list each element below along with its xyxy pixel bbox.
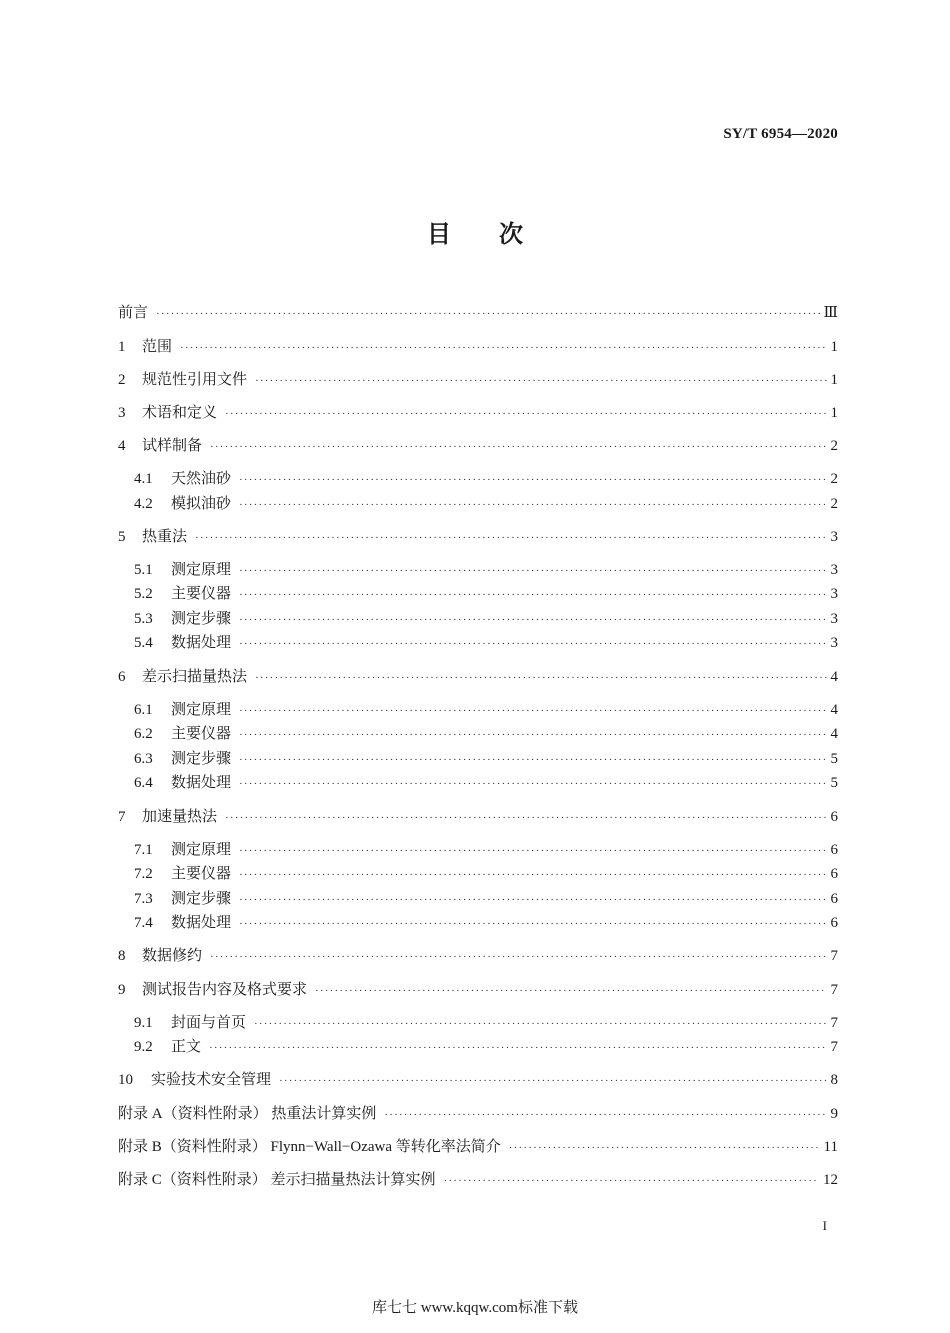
toc-entry-number: 6.3 bbox=[134, 751, 153, 767]
toc-entry-label: 封面与首页 bbox=[171, 1015, 247, 1031]
toc-entry-6-3[interactable] bbox=[134, 748, 838, 770]
toc-entry-label: 附录 C（资料性附录） 差示扫描量热法计算实例 bbox=[118, 1172, 436, 1188]
toc-entry-10[interactable] bbox=[118, 1069, 838, 1091]
toc-entry-page: 8 bbox=[830, 1072, 838, 1088]
toc-entry-7-4[interactable] bbox=[134, 912, 838, 934]
toc-entry-number: 6 bbox=[118, 669, 126, 685]
toc-entry-label: 主要仪器 bbox=[171, 586, 232, 602]
toc-entry-number: 7 bbox=[118, 809, 126, 825]
toc-entry-label: 加速量热法 bbox=[142, 809, 218, 825]
toc-leader-dots bbox=[225, 403, 826, 425]
toc-entry-number: 7.2 bbox=[134, 866, 153, 882]
toc-entry-number: 10 bbox=[118, 1072, 133, 1088]
toc-entry-5-3[interactable] bbox=[134, 608, 838, 630]
toc-entry-label: 术语和定义 bbox=[142, 405, 218, 421]
toc-entry-page: 4 bbox=[830, 669, 838, 685]
toc-leader-dots bbox=[444, 1170, 819, 1192]
toc-entry-label: 数据修约 bbox=[142, 948, 203, 964]
page-number: I bbox=[822, 1218, 827, 1233]
toc-entry-label: 测定原理 bbox=[171, 842, 232, 858]
toc-leader-dots bbox=[255, 370, 826, 392]
toc-entry-page: 6 bbox=[830, 915, 838, 931]
toc-entry-number: 8 bbox=[118, 948, 126, 964]
toc-entry-page: 9 bbox=[830, 1106, 838, 1122]
toc-leader-dots bbox=[509, 1137, 820, 1159]
toc-entry-9-2[interactable] bbox=[134, 1036, 838, 1058]
toc-entry-label: 正文 bbox=[171, 1039, 202, 1055]
toc-entry-page: 5 bbox=[830, 775, 838, 791]
toc-entry-number: 4.1 bbox=[134, 471, 153, 487]
toc-entry-9-1[interactable] bbox=[134, 1012, 838, 1034]
toc-entry-7[interactable] bbox=[118, 806, 838, 828]
toc-entry-label: 主要仪器 bbox=[171, 726, 232, 742]
toc-entry-page: 2 bbox=[830, 438, 838, 454]
toc-entry-label: 天然油砂 bbox=[171, 471, 232, 487]
toc-entry-label: 测定原理 bbox=[171, 702, 232, 718]
toc-entry-label: 测试报告内容及格式要求 bbox=[142, 982, 308, 998]
toc-entry-number: 6.2 bbox=[134, 726, 153, 742]
toc-entry-7-1[interactable] bbox=[134, 839, 838, 861]
toc-title bbox=[0, 214, 950, 249]
toc-leader-dots bbox=[156, 303, 820, 325]
toc-entry-2[interactable] bbox=[118, 369, 838, 391]
toc-entry-4-2[interactable] bbox=[134, 493, 838, 515]
toc-entry-page: 6 bbox=[830, 866, 838, 882]
toc-leader-dots bbox=[239, 609, 826, 631]
toc-entry-label: 附录 A（资料性附录） 热重法计算实例 bbox=[118, 1106, 377, 1122]
toc-entry-foreword[interactable] bbox=[118, 302, 838, 324]
toc-entry-page: 1 bbox=[830, 405, 838, 421]
toc-entry-label: 热重法 bbox=[142, 529, 188, 545]
toc-entry-page: 4 bbox=[830, 726, 838, 742]
toc-leader-dots bbox=[239, 584, 826, 606]
toc-entry-7-2[interactable] bbox=[134, 863, 838, 885]
toc-leader-dots bbox=[209, 1037, 826, 1059]
toc-entry-page: 7 bbox=[830, 982, 838, 998]
toc-entry-label: 规范性引用文件 bbox=[142, 372, 248, 388]
toc-entry-page: 3 bbox=[830, 611, 838, 627]
toc-entry-label: 实验技术安全管理 bbox=[151, 1072, 272, 1088]
toc-entry-5-4[interactable] bbox=[134, 632, 838, 654]
toc-entry-number: 7.4 bbox=[134, 915, 153, 931]
toc-entry-page: 1 bbox=[830, 339, 838, 355]
toc-leader-dots bbox=[180, 337, 826, 359]
toc-entry-page: Ⅲ bbox=[823, 305, 838, 321]
toc-entry-label: 差示扫描量热法 bbox=[142, 669, 248, 685]
toc-entry-label: 模拟油砂 bbox=[171, 496, 232, 512]
footer-watermark: 库七七 www.kqqw.com标准下载 bbox=[372, 1300, 578, 1316]
toc-entry-number: 2 bbox=[118, 372, 126, 388]
toc-entry-6[interactable] bbox=[118, 666, 838, 688]
toc-entry-appendix-a[interactable] bbox=[118, 1103, 838, 1125]
toc-entry-page: 3 bbox=[830, 635, 838, 651]
toc-title-char-1: 目 bbox=[427, 220, 451, 248]
toc-entry-number: 5.4 bbox=[134, 635, 153, 651]
toc-entry-page: 7 bbox=[830, 1039, 838, 1055]
toc-entry-6-1[interactable] bbox=[134, 699, 838, 721]
toc-leader-dots bbox=[210, 946, 826, 968]
toc-leader-dots bbox=[239, 700, 826, 722]
toc-entry-page: 5 bbox=[830, 751, 838, 767]
toc-entry-number: 7.3 bbox=[134, 891, 153, 907]
toc-leader-dots bbox=[254, 1013, 826, 1035]
toc-leader-dots bbox=[239, 724, 826, 746]
toc-entry-page: 7 bbox=[830, 1015, 838, 1031]
toc-entry-page: 6 bbox=[830, 842, 838, 858]
toc-entry-4-1[interactable] bbox=[134, 468, 838, 490]
toc-entry-number: 6.1 bbox=[134, 702, 153, 718]
toc-entry-4[interactable] bbox=[118, 435, 838, 457]
toc-entry-label: 主要仪器 bbox=[171, 866, 232, 882]
toc-leader-dots bbox=[239, 913, 826, 935]
toc-entry-5[interactable] bbox=[118, 526, 838, 548]
toc-leader-dots bbox=[239, 633, 826, 655]
toc-entry-page: 6 bbox=[830, 891, 838, 907]
toc-entry-label: 试样制备 bbox=[142, 438, 203, 454]
toc-entry-label: 测定原理 bbox=[171, 562, 232, 578]
toc-leader-dots bbox=[225, 807, 826, 829]
toc-title-char-2: 次 bbox=[499, 220, 523, 248]
toc-entry-9[interactable] bbox=[118, 979, 838, 1001]
toc-entry-label: 前言 bbox=[118, 305, 149, 321]
toc-entry-7-3[interactable] bbox=[134, 888, 838, 910]
toc-entry-label: 测定步骤 bbox=[171, 611, 232, 627]
toc-entry-page: 11 bbox=[823, 1139, 838, 1155]
toc-entry-number: 5.3 bbox=[134, 611, 153, 627]
toc-entry-label: 数据处理 bbox=[171, 635, 232, 651]
toc-entry-number: 7.1 bbox=[134, 842, 153, 858]
toc-leader-dots bbox=[239, 749, 826, 771]
toc-entry-number: 4 bbox=[118, 438, 126, 454]
toc-entry-page: 4 bbox=[830, 702, 838, 718]
toc-entry-number: 4.2 bbox=[134, 496, 153, 512]
toc-entry-page: 3 bbox=[830, 586, 838, 602]
toc-entry-number: 9 bbox=[118, 982, 126, 998]
toc-leader-dots bbox=[239, 889, 826, 911]
toc-entry-8[interactable] bbox=[118, 945, 838, 967]
toc-entry-label: 数据处理 bbox=[171, 775, 232, 791]
toc-leader-dots bbox=[195, 527, 826, 549]
toc-leader-dots bbox=[239, 560, 826, 582]
toc-leader-dots bbox=[279, 1070, 826, 1092]
toc-leader-dots bbox=[239, 469, 826, 491]
toc-leader-dots bbox=[239, 864, 826, 886]
toc-leader-dots bbox=[315, 980, 826, 1002]
toc-entry-5-1[interactable] bbox=[134, 559, 838, 581]
toc-entry-label: 测定步骤 bbox=[171, 751, 232, 767]
toc-entry-label: 范围 bbox=[142, 339, 173, 355]
toc-leader-dots bbox=[255, 667, 826, 689]
toc-entry-number: 3 bbox=[118, 405, 126, 421]
toc-entry-5-2[interactable] bbox=[134, 583, 838, 605]
toc-leader-dots bbox=[210, 436, 826, 458]
toc-leader-dots bbox=[239, 494, 826, 516]
toc-entry-6-2[interactable] bbox=[134, 723, 838, 745]
toc-entry-page: 2 bbox=[830, 496, 838, 512]
toc-entry-page: 12 bbox=[823, 1172, 838, 1188]
toc-entry-number: 1 bbox=[118, 339, 126, 355]
toc-entry-number: 5 bbox=[118, 529, 126, 545]
toc-leader-dots bbox=[239, 773, 826, 795]
toc-entry-6-4[interactable] bbox=[134, 772, 838, 794]
toc-entry-page: 3 bbox=[830, 562, 838, 578]
toc-entry-number: 9.2 bbox=[134, 1039, 153, 1055]
toc-entry-appendix-c[interactable] bbox=[118, 1169, 838, 1191]
toc-entry-page: 3 bbox=[830, 529, 838, 545]
toc-entry-1[interactable] bbox=[118, 336, 838, 358]
toc-leader-dots bbox=[384, 1104, 826, 1126]
toc-entry-appendix-b[interactable] bbox=[118, 1136, 838, 1158]
toc-entry-3[interactable] bbox=[118, 402, 838, 424]
standard-code: SY/T 6954—2020 bbox=[723, 126, 838, 142]
toc-entry-number: 5.1 bbox=[134, 562, 153, 578]
toc-entry-label: 测定步骤 bbox=[171, 891, 232, 907]
toc-entry-page: 7 bbox=[830, 948, 838, 964]
toc-leader-dots bbox=[239, 840, 826, 862]
toc-entry-page: 1 bbox=[830, 372, 838, 388]
toc-entry-number: 6.4 bbox=[134, 775, 153, 791]
toc-entry-page: 6 bbox=[830, 809, 838, 825]
toc-entry-label: 数据处理 bbox=[171, 915, 232, 931]
toc-entry-label: 附录 B（资料性附录） Flynn−Wall−Ozawa 等转化率法简介 bbox=[118, 1139, 501, 1155]
toc-entry-number: 9.1 bbox=[134, 1015, 153, 1031]
toc-entry-number: 5.2 bbox=[134, 586, 153, 602]
toc-entry-page: 2 bbox=[830, 471, 838, 487]
